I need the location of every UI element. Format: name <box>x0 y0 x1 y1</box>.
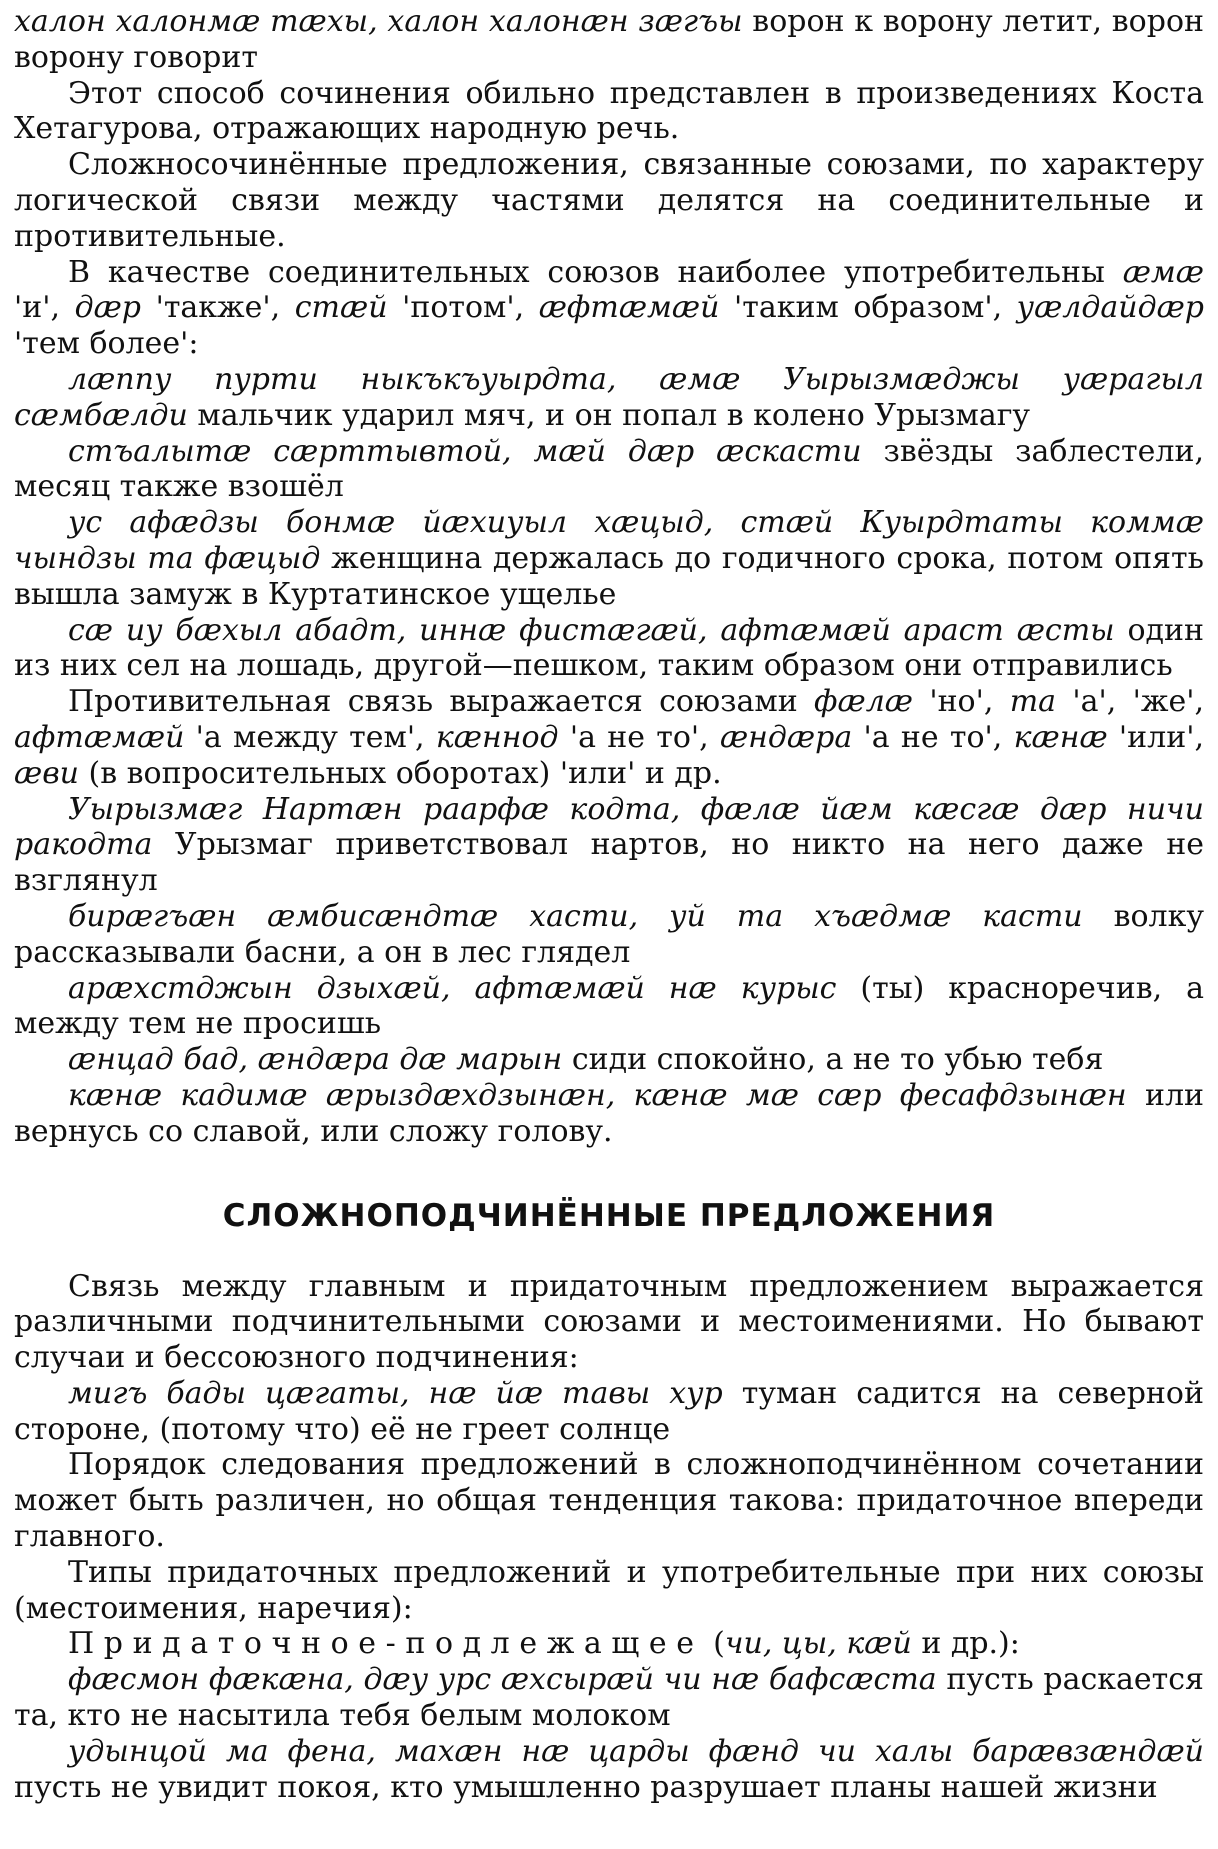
paragraph-text: 'но', <box>913 684 1010 720</box>
ossetian-example-text: æндæра <box>719 719 853 755</box>
ossetian-example-text: фæсмон фæкæна, дæу урс æхсырæй чи нæ бафсæста <box>68 1662 937 1698</box>
paragraph-text: пусть не увидит покоя, кто умышленно разрушает планы нашей жизни <box>14 1769 1158 1805</box>
paragraph <box>14 1447 1204 1554</box>
paragraph-text: 'а между тем', <box>184 719 436 755</box>
paragraph <box>14 1376 1204 1448</box>
paragraph <box>14 792 1204 899</box>
paragraph-text: (в вопросительных оборотах) 'или' и др. <box>78 755 722 791</box>
paragraph <box>14 1662 1204 1734</box>
section-compound-subordinate <box>14 1269 1204 1806</box>
paragraph-text: пусть раскается та, кто не насытила тебя белым молоком <box>14 1662 1204 1734</box>
paragraph-text: Сложносочинённые предложения, связанные союзами, по характеру логической связи между частями делятся на соединительные и противительные. <box>14 147 1204 254</box>
paragraph <box>14 1078 1204 1150</box>
ossetian-example-text: кæнæ кадимæ æрыздæхдзынæн, кæнæ мæ сæр фесафдзынæн <box>68 1077 1127 1113</box>
paragraph-text: и др.): <box>911 1626 1020 1662</box>
paragraph-text: сиди спокойно, а не то убью тебя <box>562 1042 1104 1078</box>
paragraph-text: 'также', <box>141 290 295 326</box>
ossetian-example-text: æмæ <box>1122 254 1204 290</box>
paragraph-text: 'а', 'же', <box>1056 684 1204 720</box>
ossetian-example-text: стæй <box>294 290 388 326</box>
ossetian-example-text: стъалытæ сæрттывтой, мæй дæр æскасти <box>68 433 862 469</box>
paragraph-text: 'и', <box>14 290 75 326</box>
ossetian-example-text: та <box>1009 684 1057 720</box>
paragraph-text: мальчик ударил мяч, и он попал в колено Урызмагу <box>187 397 1031 433</box>
paragraph-text: Противительная связь выражается союзами <box>68 684 815 720</box>
paragraph <box>14 1042 1204 1078</box>
paragraph-text: Связь между главным и придаточным предложением выражается различными подчинительными союзами и местоимениями. Но бывают случаи и бессоюзного подчинения: <box>14 1268 1204 1376</box>
paragraph <box>14 76 1204 148</box>
paragraph-text: 'или', <box>1107 719 1205 755</box>
ossetian-example-text: æфтæмæй <box>538 290 720 326</box>
ossetian-example-text: ус афæдзы бонмæ йæхиуыл хæцыд, стæй Куырдтаты коммæ чындзы та фæцыд <box>14 505 1204 576</box>
ossetian-example-text: халон халонмæ тæхы, халон халонæн зæгъы <box>14 4 743 39</box>
paragraph-text: ( <box>703 1626 725 1662</box>
ossetian-example-text: афтæмæй <box>14 719 185 755</box>
paragraph <box>14 1626 1204 1662</box>
ossetian-example-text: чи, цы, кæй <box>724 1626 912 1662</box>
paragraph-text: туман садится на северной стороне, (потому что) её не греет солнце <box>14 1375 1204 1447</box>
ossetian-example-text: дæр <box>74 290 142 326</box>
ossetian-example-text: æнцад бад, æндæра дæ марын <box>68 1042 563 1078</box>
ossetian-example-text: кæннод <box>435 719 559 755</box>
paragraph-text: Урызмаг приветствовал нартов, но никто на него даже не взглянул <box>14 827 1204 899</box>
paragraph <box>14 147 1204 254</box>
ossetian-example-text: арæхстджын дзыхæй, афтæмæй нæ курыс <box>68 970 837 1006</box>
paragraph <box>14 362 1204 434</box>
paragraph-text: или вернусь со славой, или сложу голову. <box>14 1077 1205 1149</box>
paragraph-text: один из них сел на лошадь, другой—пешком, таким образом они отправились <box>14 612 1205 684</box>
ossetian-example-text: бирæгъæн æмбисæндтæ хасти, уй та хъæдмæ касти <box>68 898 1083 934</box>
paragraph <box>14 1555 1204 1627</box>
ossetian-example-text: фæлæ <box>814 684 913 720</box>
paragraph <box>14 1269 1204 1376</box>
paragraph-text: Порядок следования предложений в сложноподчинённом сочетании может быть различен, но общая тенденция такова: придаточное впереди главного. <box>14 1447 1204 1555</box>
paragraph-text: звёзды заблестели, месяц также взошёл <box>14 433 1204 505</box>
paragraph <box>14 505 1204 612</box>
paragraph-text: 'а не то', <box>852 719 1014 755</box>
section-heading: СЛОЖНОПОДЧИНЁННЫЕ ПРЕДЛОЖЕНИЯ <box>222 1197 996 1234</box>
paragraph <box>14 684 1204 791</box>
paragraph-text: 'потом', <box>387 290 539 326</box>
paragraph <box>14 613 1204 685</box>
ossetian-example-text: сæ иу бæхыл абадт, иннæ фистæгæй, афтæмæй араст æсты <box>68 612 1115 648</box>
ossetian-example-text: кæнæ <box>1013 719 1108 755</box>
ossetian-example-text: лæппу пурти ныкъкъуырдта, æмæ Уырызмæджы уæрагыл сæмбæлди <box>14 361 1204 433</box>
paragraph-text: женщина держалась до годичного срока, потом опять вышла замуж в Куртатинское ущелье <box>14 540 1204 612</box>
paragraph <box>14 899 1204 971</box>
paragraph-text: Этот способ сочинения обильно представлен в произведениях Коста Хетагурова, отражающих народную речь. <box>14 75 1204 147</box>
ossetian-example-text: уæлдайдæр <box>1016 290 1205 326</box>
ossetian-example-text: мигъ бады цæгаты, нæ йæ тавы хур <box>68 1375 723 1411</box>
paragraph-text: Типы придаточных предложений и употребительные при них союзы (местоимения, наречия): <box>14 1554 1204 1626</box>
paragraph <box>14 971 1204 1043</box>
paragraph-text: волку рассказывали басни, а он в лес глядел <box>14 898 1205 970</box>
paragraph <box>14 434 1204 506</box>
spaced-term: Придаточное-подлежащее <box>68 1626 704 1662</box>
paragraph-text: (ты) красноречив, а между тем не просишь <box>14 970 1204 1042</box>
paragraph-text: В качестве соединительных союзов наиболее употребительны <box>68 254 1123 290</box>
paragraph-text: 'а не то', <box>558 719 720 755</box>
paragraph-text: 'тем более': <box>14 326 199 362</box>
paragraph <box>14 4 1204 76</box>
paragraph-text: 'таким образом', <box>719 290 1017 326</box>
paragraph <box>14 1734 1204 1806</box>
paragraph-text: ворон к ворону летит, ворон ворону говорит <box>14 4 1204 75</box>
section-compound-coordinate <box>14 4 1204 1150</box>
paragraph <box>14 255 1204 362</box>
ossetian-example-text: Уырызмæг Нартæн раарфæ кодта, фæлæ йæм кæсгæ дæр ничи ракодта <box>14 791 1204 863</box>
ossetian-example-text: удынцой ма фена, махæн нæ царды фæнд чи халы барæвзæндæй <box>68 1733 1204 1769</box>
ossetian-example-text: æви <box>14 755 79 791</box>
